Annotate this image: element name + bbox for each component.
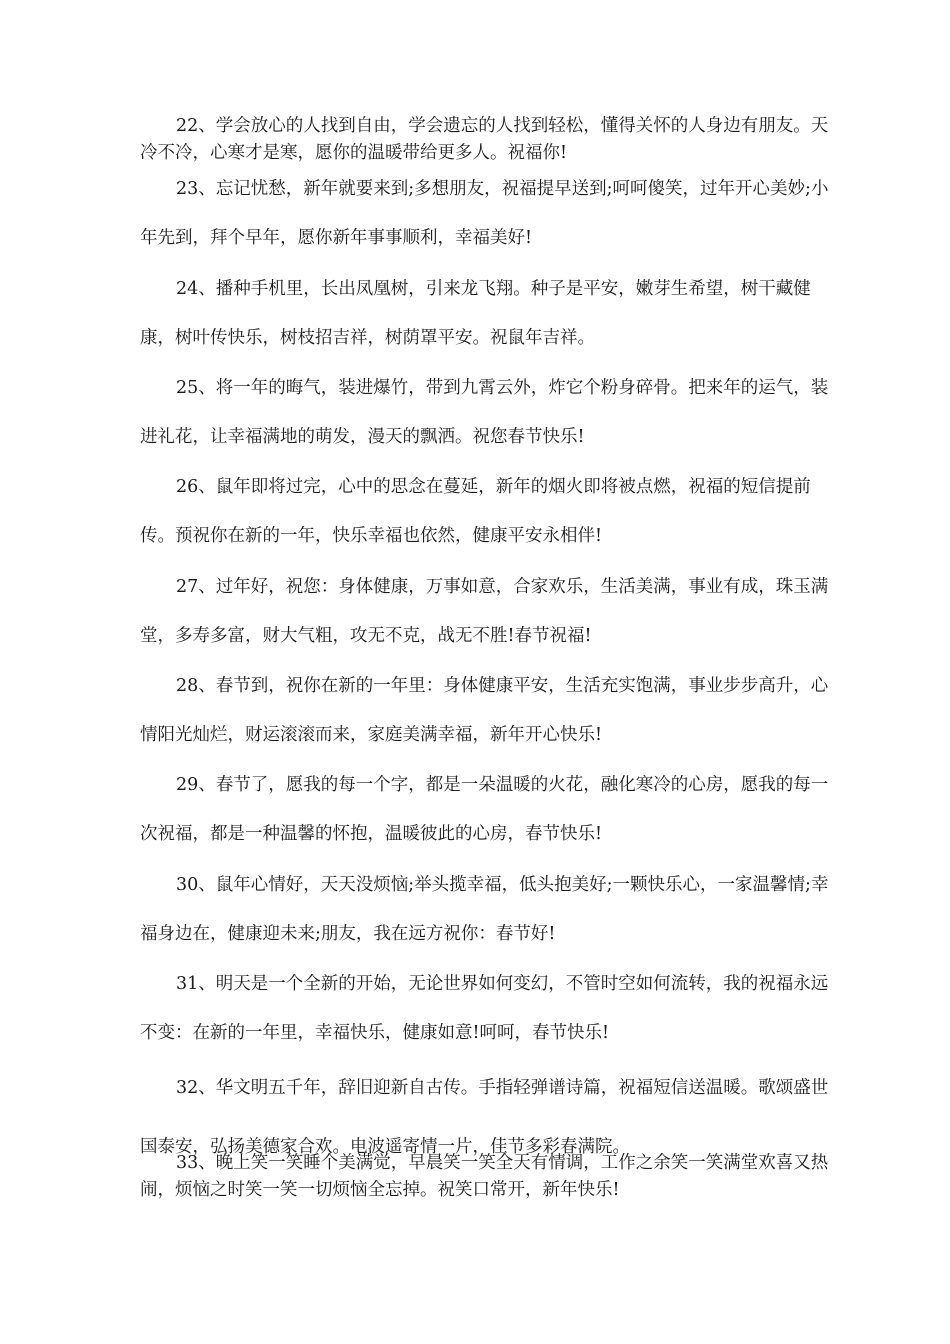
paragraph-32: 32、华文明五千年，辞旧迎新自古传。手指轻弹谱诗篇，祝福短信送温暖。歌颂盛世国泰安，弘扬美德家合欢。电波遥寄情一片，佳节多彩春满院。 [140,1078,829,1157]
paragraph-25: 25、将一年的晦气，装进爆竹，带到九霄云外，炸它个粉身碎骨。把来年的运气，装进礼花，让幸福满地的萌发，漫天的飘洒。祝您春节快乐! [140,378,829,447]
paragraph-31: 31、明天是一个全新的开始，无论世界如何变幻，不管时空如何流转，我的祝福永远不变：在新的一年里，幸福快乐，健康如意!呵呵，春节快乐! [140,974,829,1043]
paragraph-22: 22、学会放心的人找到自由，学会遗忘的人找到轻松，懂得关怀的人身边有朋友。天冷不冷，心寒才是寒，愿你的温暖带给更多人。祝福你! [140,116,829,163]
paragraph-24: 24、播种手机里，长出凤凰树，引来龙飞翔。种子是平安，嫩芽生希望，树干藏健康，树叶传快乐，树枝招吉祥，树荫罩平安。祝鼠年吉祥。 [140,279,811,348]
paragraph-26: 26、鼠年即将过完，心中的思念在蔓延，新年的烟火即将被点燃，祝福的短信提前传。预祝你在新的一年，快乐幸福也依然，健康平安永相伴! [140,477,811,546]
paragraph-29: 29、春节了，愿我的每一个字，都是一朵温暖的火花，融化寒冷的心房，愿我的每一次祝福，都是一种温馨的怀抱，温暖彼此的心房，春节快乐! [140,775,829,844]
paragraph-30: 30、鼠年心情好，天天没烦恼;举头揽幸福，低头抱美好;一颗快乐心，一家温馨情;幸福身边在，健康迎未来;朋友，我在远方祝你：春节好! [140,875,829,944]
paragraph-23: 23、忘记忧愁，新年就要来到;多想朋友，祝福提早送到;呵呵傻笑，过年开心美妙;小年先到，拜个早年，愿你新年事事顺利，幸福美好! [140,179,829,248]
paragraph-33: 33、晚上笑一笑睡个美满觉，早晨笑一笑全天有情调，工作之余笑一笑满堂欢喜又热闹，烦恼之时笑一笑一切烦恼全忘掉。祝笑口常开，新年快乐! [140,1153,829,1200]
paragraph-27: 27、过年好，祝您：身体健康，万事如意，合家欢乐，生活美满，事业有成，珠玉满堂，多寿多富，财大气粗，攻无不克，战无不胜!春节祝福! [140,577,829,646]
paragraph-28: 28、春节到，祝你在新的一年里：身体健康平安，生活充实饱满，事业步步高升，心情阳光灿烂，财运滚滚而来，家庭美满幸福，新年开心快乐! [140,676,829,745]
